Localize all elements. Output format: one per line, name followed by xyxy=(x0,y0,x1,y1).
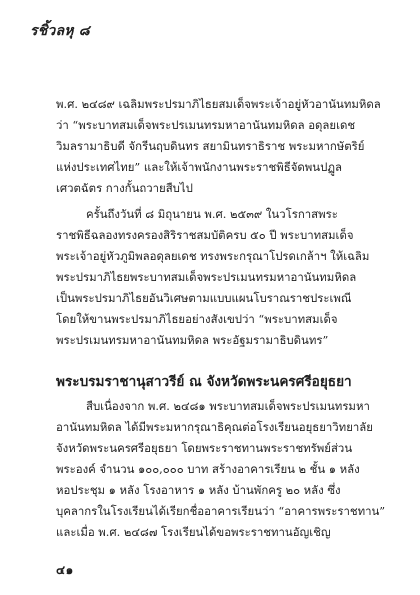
text-line: ว่า “พระบาทสมเด็จพระปรเมนทรมหาอานันทมหิดล อดุลยเดช xyxy=(56,118,356,132)
text-line: พระเจ้าอยู่หัวภูมิพลอดุลยเดช ทรงพระกรุณาโปรดเกล้าฯ ให้เฉลิม xyxy=(56,249,370,263)
page-content xyxy=(56,94,386,543)
paragraph-royal-title xyxy=(56,94,381,199)
section-heading: พระบรมราชานุสาวรีย์ ณ จังหวัดพระนครศรีอยุธยา xyxy=(56,374,352,390)
paragraph-monument xyxy=(56,396,386,543)
page-number: ๔๑ xyxy=(56,563,74,577)
text-line: จังหวัดพระนครศรีอยุธยา โดยพระราชทานพระราชทรัพย์ส่วน xyxy=(56,441,353,455)
text-line: หอประชุม ๑ หลัง โรงอาหาร ๑ หลัง บ้านพักครู ๒๐ หลัง ซึ่ง xyxy=(56,483,341,497)
text-line: วิมลรามาธิบดี จักรีนฤบดินทร สยามินทราธิราช พระมหากษัตริย์ xyxy=(56,139,365,153)
paragraph-anniversary xyxy=(56,204,376,351)
text-line: ราชพิธีฉลองทรงครองสิริราชสมบัติครบ ๕๐ ปี พระบาทสมเด็จ xyxy=(56,228,354,242)
text-line: โดยให้ขานพระปรมาภิไธยอย่างสังเขปว่า “พระบาทสมเด็จ xyxy=(56,312,338,326)
text-line: พระองค์ จำนวน ๑๐๐,๐๐๐ บาท สร้างอาคารเรียน ๒ ชั้น ๑ หลัง xyxy=(56,462,360,476)
chapter-header: รชิ้วลหุ ๘ xyxy=(30,23,90,39)
text-line: พระปรมาภิไธยพระบาทสมเด็จพระปรเมนทรมหาอานันทมหิดล xyxy=(56,270,357,284)
text-line: แห่งประเทศไทย” และให้เจ้าพนักงานพระราชพิธีจัดพนปฏูล xyxy=(56,160,342,174)
text-line: เป็นพระปรมาภิไธยอันวิเศษตามแบบแผนโบราณราชประเพณี xyxy=(56,291,352,305)
text-line: บุคลากรในโรงเรียนได้เรียกชื่ออาคารเรียนว่า “อาคารพระราชทาน” xyxy=(56,504,386,518)
text-line: และเมื่อ พ.ศ. ๒๔๘๗ โรงเรียนได้ขอพระราชทานอัญเชิญ xyxy=(56,525,331,539)
text-line: ครั้นถึงวันที่ ๘ มิถุนายน พ.ศ. ๒๕๓๙ ในวโรกาสพระ xyxy=(86,207,338,221)
text-line: สืบเนื่องจาก พ.ศ. ๒๔๘๑ พระบาทสมเด็จพระปรเมนทรมหา xyxy=(86,399,370,413)
text-line: เศวตฉัตร กางกั้นถวายสืบไป xyxy=(56,181,193,195)
text-line: พระปรเมนทรมหาอานันทมหิดล พระอัฐมรามาธิบดินทร” xyxy=(56,333,329,347)
text-line: พ.ศ. ๒๔๘๙ เฉลิมพระปรมาภิไธยสมเด็จพระเจ้าอยู่หัวอานันทมหิดล xyxy=(56,97,381,111)
text-line: อานันทมหิดล ได้มีพระมหากรุณาธิคุณต่อโรงเรียนอยุธยาวิทยาลัย xyxy=(56,420,373,434)
